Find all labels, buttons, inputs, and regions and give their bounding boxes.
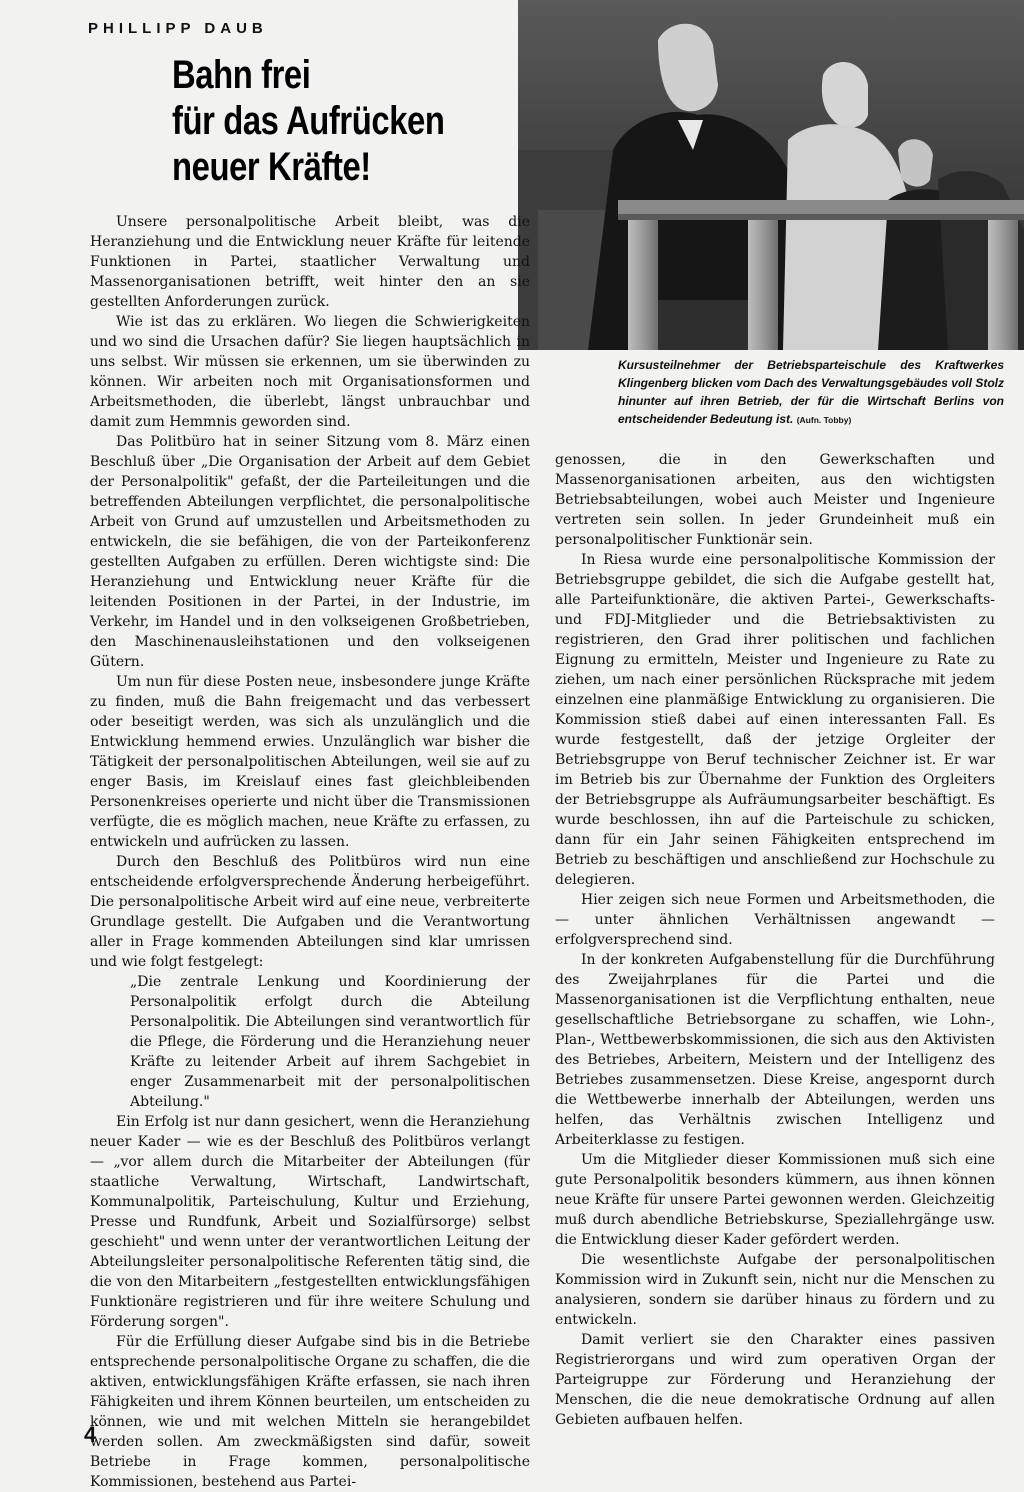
paragraph: In Riesa wurde eine personalpolitische Kommission der Betriebsgruppe gebildet, die sich die Aufgabe gestellt hat, alle Parteifunktionäre, die aktiven Partei-, Gewerkschafts- und FDJ-Mitglieder und die Betriebsaktivisten zu registrieren, den Grad ihrer politischen und fachlichen Eignung zu ermitteln, Meister und Ingenieure zu Rate zu ziehen, um nach einer persönlichen Rücksprache mit jedem einzelnen eine planmäßige Entwicklung zu organisieren. Die Kommission stieß dabei auf einen interessanten Fall. Es wurde festgestellt, daß der jetzige Orgleiter der Betriebsgruppe von Beruf technischer Zeichner ist. Er war im Betrieb bis zur Übernahme der Funktion des Orgleiters der Betriebsgruppe als Aufräumungsarbeiter beschäftigt. Es wurde beschlossen, ihn auf die Parteischule zu schicken, dann für ein Jahr seinen Fähigkeiten entsprechend im Betrieb zu beschäftigen und anschließend zur Hochschule zu delegieren. — [555, 552, 995, 888]
page-number: 4 — [84, 1422, 97, 1447]
caption-text: Kursusteilnehmer der Betriebsparteischule des Kraftwerkes Klingenberg blicken vom Dach des Verwaltungsgebäudes voll Stolz hinunter auf ihren Betrieb, der für die Wirtschaft Berlins von entscheidender Bedeutung ist. — [618, 358, 1004, 426]
paragraph: Unsere personalpolitische Arbeit bleibt, was die Heranziehung und die Entwicklung neuer Kräfte für leitende Funktionen in Partei, staatlicher Verwaltung und Massenorganisationen betrifft, weit hinter den an sie gestellten Anforderungen zurück. — [90, 214, 530, 310]
article-column-left — [90, 212, 530, 1492]
paragraph: Um nun für diese Posten neue, insbesondere junge Kräfte zu finden, muß die Bahn freigemacht und das verbessert oder beseitigt werden, was sich als unzulänglich und die Entwicklung hemmend erwies. Unzulänglich war bisher die Tätigkeit der personalpolitischen Abteilungen, weil sie auf zu enger Basis, im Kreislauf eines fast gleichbleibenden Personenkreises operierte und nicht über die Transmissionen verfügte, die es möglich machen, neue Kräfte zu erfassen, zu entwickeln und aufrücken zu lassen. — [90, 674, 530, 850]
photo-caption — [618, 356, 1004, 429]
headline — [172, 52, 451, 190]
quote-paragraph: „Die zentrale Lenkung und Koordinierung der Personalpolitik erfolgt durch die Abteilung Personalpolitik. Die Abteilungen sind verantwortlich für die Pflege, die Förderung und die Heranziehung neuer Kräfte zu leitender Arbeit auf ihrem Sachgebiet in enger Zusammenarbeit mit der personalpolitischen Abteilung." — [130, 974, 530, 1110]
paragraph: Hier zeigen sich neue Formen und Arbeitsmethoden, die — unter ähnlichen Verhältnissen angewandt — erfolgversprechend sind. — [555, 892, 995, 948]
paragraph: genossen, die in den Gewerkschaften und Massenorganisationen arbeiten, aus den wichtigsten Betriebsabteilungen, wobei auch Meister und Ingenieure vertreten sein sollen. In jeder Grundeinheit muß ein personalpolitischer Funktionär sein. — [555, 452, 995, 548]
paragraph: Wie ist das zu erklären. Wo liegen die Schwierigkeiten und wo sind die Ursachen dafür? Sie liegen hauptsächlich in uns selbst. Wir müssen sie erkennen, um sie überwinden zu können. Wir arbeiten noch mit Organisationsformen und Arbeitsmethoden, die überlebt, längst unbrauchbar und damit zum Hemmnis geworden sind. — [90, 314, 530, 430]
headline-line: Bahn frei — [172, 53, 311, 97]
paragraph: In der konkreten Aufgabenstellung für die Durchführung des Zweijahrplanes für die Partei und die Massenorganisationen ist die Verpflichtung enthalten, neue gesellschaftliche Betriebsorgane zu schaffen, wie Lohn-, Plan-, Wettbewerbskommissionen, die sich aus den Aktivisten des Betriebes, Arbeitern, Meistern und der Intelligenz des Betriebes zusammensetzen. Diese Kreise, angespornt durch die Wettbewerbe innerhalb der Abteilungen, werden uns helfen, das Verhältnis zwischen Intelligenz und Arbeiterklasse zu festigen. — [555, 952, 995, 1148]
paragraph: Das Politbüro hat in seiner Sitzung vom 8. März einen Beschluß über „Die Organisation der Arbeit auf dem Gebiet der Personalpolitik" gefaßt, der die Parteileitungen und die betreffenden Abteilungen verpflichtet, die personalpolitische Arbeit von Grund auf umzustellen und Arbeitsmethoden zu entwickeln, die sie befähigen, die von der Parteikonferenz gestellten Aufgaben zu erfüllen. Deren wichtigste sind: Die Heranziehung und Entwicklung neuer Kräfte für die leitenden Positionen in der Partei, in der Industrie, im Verkehr, im Handel und in den volkseigenen Großbetrieben, den Maschinenausleihstationen und den volkseigenen Gütern. — [90, 434, 530, 670]
paragraph: Die wesentlichste Aufgabe der personalpolitischen Kommission wird in Zukunft sein, nicht nur die Menschen zu analysieren, sondern sie darüber hinaus zu fördern und zu entwickeln. — [555, 1252, 995, 1328]
paragraph: Damit verliert sie den Charakter eines passiven Registrierorgans und wird zum operativen Organ der Parteigruppe zur Förderung und Heranziehung der Menschen, die die neue demokratische Ordnung auf allen Gebieten aufbauen helfen. — [555, 1332, 995, 1428]
article-column-right — [555, 450, 995, 1430]
paragraph: Um die Mitglieder dieser Kommissionen muß sich eine gute Personalpolitik besonders kümmern, aus ihnen können neue Kräfte für unsere Partei gewonnen werden. Gleichzeitig muß durch abendliche Betriebskurse, Speziallehrgänge usw. die Entwicklung dieser Kader gefördert werden. — [555, 1152, 995, 1248]
paragraph: Für die Erfüllung dieser Aufgabe sind bis in die Betriebe entsprechende personalpolitische Organe zu schaffen, die die aktiven, entwicklungsfähigen Kräfte erfassen, sie nach ihren Fähigkeiten und ihrem Können beurteilen, um entscheiden zu können, wie und mit welchen Mitteln sie herangebildet werden sollen. Am zweckmäßigsten sind dafür, soweit Betriebe in Frage kommen, personalpolitische Kommissionen, bestehend aus Partei- — [90, 1334, 530, 1490]
paragraph: Durch den Beschluß des Politbüros wird nun eine entscheidende erfolgversprechende Änderung herbeigeführt. Die personalpolitische Arbeit wird auf eine neue, verbreiterte Grundlage gestellt. Die Aufgaben und die Verantwortung aller in Frage kommenden Abteilungen sind klar umrissen und wie folgt festgelegt: — [90, 854, 530, 970]
photo-credit: (Aufn. Tobby) — [796, 415, 852, 425]
author-name: PHILLIPP DAUB — [88, 20, 268, 37]
article-photo — [518, 0, 1024, 350]
paragraph: Ein Erfolg ist nur dann gesichert, wenn die Heranziehung neuer Kader — wie es der Beschluß des Politbüros verlangt — „vor allem durch die Mitarbeiter der Abteilungen (für staatliche Verwaltung, Wirtschaft, Landwirtschaft, Kommunalpolitik, Parteischulung, Kultur und Erziehung, Presse und Rundfunk, Arbeit und Sozialfürsorge) selbst geschieht" und wenn unter der verantwortlichen Leitung der Abteilungsleiter personalpolitische Referenten tätig sind, die die von den Mitarbeitern „festgestellten entwicklungsfähigen Funktionäre registrieren und für ihre weitere Schulung und Förderung sorgen". — [90, 1114, 530, 1330]
headline-line: für das Aufrücken — [172, 99, 445, 143]
headline-line: neuer Kräfte! — [172, 145, 371, 189]
photo-illustration — [518, 0, 1024, 350]
